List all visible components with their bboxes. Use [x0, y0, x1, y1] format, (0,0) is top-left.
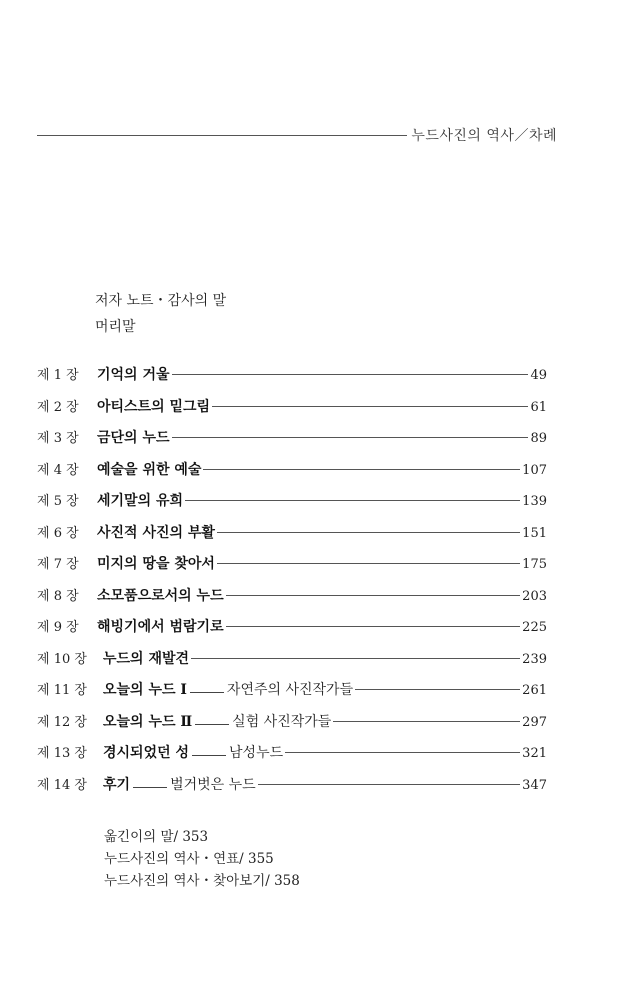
page-number: 151: [522, 525, 547, 541]
chapter-title: 사진적 사진의 부활: [97, 524, 215, 541]
toc-entry: [37, 648, 547, 680]
toc-entry: [37, 679, 547, 711]
dot-leader: [226, 595, 521, 596]
dot-leader: [172, 374, 529, 375]
page-number: 107: [522, 462, 547, 478]
chapter-title: 오늘의 누드 Ⅱ: [103, 713, 193, 730]
page-number: 61: [530, 399, 547, 415]
page-number: 49: [530, 368, 547, 383]
dot-leader: [285, 752, 520, 753]
page-number: 347: [522, 777, 547, 793]
dot-leader: [172, 437, 529, 438]
chapter-number: 제 3 장: [37, 431, 79, 446]
chapter-number: 제 12 장: [37, 714, 87, 730]
page-number: 175: [522, 557, 547, 572]
chapter-title: 해빙기에서 범람기로: [97, 619, 224, 635]
chapter-subtitle: 자연주의 사진작가들: [226, 682, 354, 698]
dot-leader: [191, 658, 520, 659]
chapter-number: 제 14 장: [37, 777, 87, 793]
back-matter-item: 누드사진의 역사・연표/ 355: [104, 851, 274, 867]
front-matter: [95, 288, 226, 340]
chapter-title: 경시되었던 성: [103, 745, 190, 761]
page-number: 203: [522, 588, 547, 604]
back-matter-item: 옮긴이의 말/ 353: [104, 829, 209, 845]
table-of-contents: [37, 364, 547, 805]
back-matter: [104, 826, 300, 892]
chapter-number: 제 10 장: [37, 651, 87, 667]
toc-entry: [37, 459, 547, 491]
chapter-number: 제 1 장: [37, 368, 79, 383]
chapter-number: 제 6 장: [37, 525, 79, 541]
chapter-subtitle: 벌거벗은 누드: [170, 776, 256, 793]
chapter-title: 오늘의 누드 Ⅰ: [103, 682, 187, 698]
toc-entry: [37, 396, 547, 428]
toc-entry: [37, 585, 547, 617]
toc-entry: [37, 742, 547, 774]
dot-leader: [203, 469, 520, 470]
chapter-number: 제 5 장: [37, 494, 79, 509]
toc-entry: [37, 553, 547, 585]
chapter-title: 후기: [103, 776, 131, 793]
chapter-subtitle: 남성누드: [229, 745, 284, 761]
toc-entry: [37, 522, 547, 554]
toc-entry: [37, 774, 547, 806]
dot-leader: [185, 500, 520, 501]
toc-entry: [37, 364, 547, 396]
page-number: 139: [522, 494, 547, 509]
chapter-number: 제 2 장: [37, 399, 79, 415]
header-rule: [37, 135, 407, 136]
dot-leader: [333, 721, 520, 722]
subtitle-dash: [195, 724, 229, 725]
dot-leader: [258, 784, 521, 785]
page-number: 89: [530, 431, 547, 446]
subtitle-dash: [192, 755, 226, 756]
dot-leader: [212, 406, 528, 407]
chapter-number: 제 9 장: [37, 620, 79, 635]
toc-entry: [37, 616, 547, 648]
page-number: 239: [522, 651, 547, 667]
page-number: 225: [522, 620, 547, 635]
chapter-number: 제 8 장: [37, 588, 79, 604]
toc-entry: [37, 490, 547, 522]
chapter-title: 세기말의 유희: [97, 493, 184, 509]
chapter-subtitle: 실험 사진작가들: [232, 713, 332, 730]
dot-leader: [217, 532, 520, 533]
page-number: 297: [522, 714, 547, 730]
toc-entry: [37, 711, 547, 743]
subtitle-dash: [133, 787, 167, 788]
dot-leader: [226, 626, 521, 627]
chapter-title: 미지의 땅을 찾아서: [97, 556, 215, 572]
dot-leader: [355, 689, 520, 690]
running-header: [37, 124, 557, 146]
chapter-title: 금단의 누드: [97, 430, 170, 446]
toc-entry: [37, 427, 547, 459]
front-matter-item: 저자 노트・감사의 말: [95, 293, 227, 309]
front-matter-item: 머리말: [95, 319, 136, 335]
back-matter-item: 누드사진의 역사・찾아보기/ 358: [104, 873, 300, 889]
chapter-number: 제 13 장: [37, 746, 87, 761]
chapter-title: 예술을 위한 예술: [97, 461, 202, 478]
chapter-title: 누드의 재발견: [103, 650, 190, 667]
chapter-number: 제 4 장: [37, 462, 79, 478]
dot-leader: [217, 563, 520, 564]
chapter-number: 제 11 장: [37, 683, 87, 698]
chapter-title: 아티스트의 밑그림: [97, 398, 211, 415]
chapter-title: 소모품으로서의 누드: [97, 587, 224, 604]
subtitle-dash: [190, 692, 224, 693]
header-title: 누드사진의 역사／차례: [411, 128, 557, 144]
page-number: 261: [522, 683, 547, 698]
page-number: 321: [522, 746, 547, 761]
chapter-title: 기억의 거울: [97, 367, 170, 383]
chapter-number: 제 7 장: [37, 557, 79, 572]
